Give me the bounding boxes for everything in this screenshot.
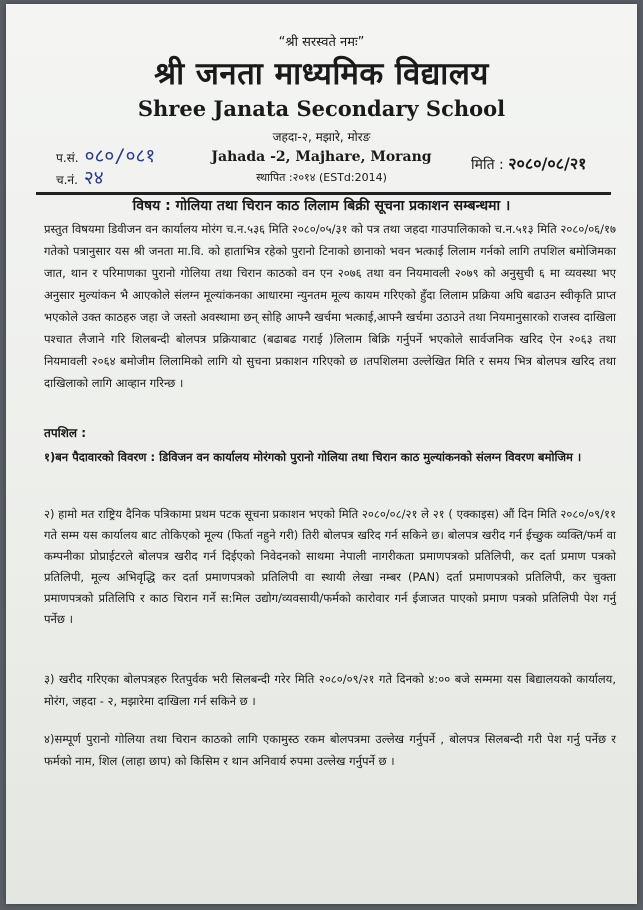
school-name-english: Shree Janata Secondary School — [137, 96, 506, 121]
invocation-text: “श्री सरस्वते नमः” — [278, 35, 365, 50]
item-1: १)बन पैदावारको विवरण : डिविजन वन कार्यालय मोरंगको पुरानो गोलिया तथा चिरान काठ मुल्यांकनको संलग्न विवरण बमोजिम । — [44, 450, 582, 464]
subject-line: विषय : गोलिया तथा चिरान काठ लिलाम बिक्री सूचना प्रकाशन सम्बन्धमा । — [132, 198, 511, 214]
dispatch-label: च.नं. — [56, 173, 78, 187]
intro-paragraph: प्रस्तुत विषयमा डिवीजन वन कार्यालय मोरंग च.न.५३६ मिति २०८०/०५/३१ को पत्र तथा जहदा गाउपालिकाको च.न.५१३ मिति २०८०/०६/१७ गतेको पत्रानुसार यस श्री जनता मा.वि. को हाताभित्र रहेको पुरानो टिनाको छानाको भवन भत्काई लिलाम गर्नको लागि तपशिल बमोजिमका जात, थान र परिमाणका पुरानो गोलिया तथा चिरान काठको वन एन २०७६ तथा वन नियमावली २०७९ को अनुसुची ६ मा व्यवस्था भए अनुसार मुल्यांकन भै आएकोले संलग्न मूल्यांकनका आधारमा न्युनतम मूल्य कायम गरिएको हुँदा लिलाम प्रक्रिया अघि बढाउन स्वीकृति प्राप्त भएकोले उक्त काठहरु जहा जे जस्तो अवस्थामा छन् सोहि आफ्नै खर्चमा भत्काई,आफ्नै खर्चमा उठाउने तथा नियमानुसारको राजस्व दाखिला पश्चात लैजाने गरि शिलबन्दी बोलपत्र प्रक्रियाबाट (बढाबढ गराई )लिलाम बिक्रि गर्नुपर्ने भएकोले सार्वजनिक खरिद ऐन २०६३ तथा नियमावली २०६४ बमोजीम लिलामिको लागि यो सुचना प्रकाशन गरिएको छ ।तपशिलमा उल्लेखित मिति र समय भित्र बोलपत्र खरिद तथा दाखिलाको लागि आव्हान गरिन्छ । — [44, 222, 616, 390]
notice-paper — [6, 4, 637, 904]
tapashil-heading: तपशिल : — [44, 426, 87, 440]
dispatch-number — [56, 164, 104, 190]
item-2: २) हामो मत राष्ट्रिय दैनिक पत्रिकामा प्रथम पटक सूचना प्रकाशन भएको मिति २०८०/०८/२१ ले २१ ( एक्काइस) औं दिन मिति २०८०/०९/११ गते सम्म यस कार्यालय बाट तोकिएको मूल्य (फिर्ता नहुने गरी) तिरी बोलपत्र खरिद गर्न सकिने छ। बोलपत्र खरीद गर्न ईच्छुक व्यक्ति/फर्म वा कम्पनीका प्रोप्राईटरले बोलपत्र खरीद गर्न दिईएको निवेदनको साथमा नेपाली नागरीकता प्रमाणपत्रको प्रतिलिपी, कर दर्ता प्रमाण पत्रको प्रतिलिपी, मूल्य अभिवृद्धि कर दर्ता प्रमाणपत्रको प्रतिलिपी वा स्थायी लेखा नम्बर (PAN) दर्ता प्रमाणपत्रको प्रतिलिपी, कर चुक्ता प्रमाणपत्रको प्रतिलिपि र काठ चिरान गर्ने स:मिल उद्योग/व्यवसायी/फर्मको कारोवार गर्न ईजाजत पाएको प्रमाण पत्रको प्रतिलिपी पेश गर्नु पर्नेछ । — [44, 507, 616, 626]
date-value: २०८०/०८/२१ — [508, 154, 587, 173]
item-3: ३) खरीद गरिएका बोलपत्रहरु रितपुर्वक भरी सिलबन्दी गरेर मिति २०८०/०९/२१ गते दिनको ४:०० बजे सम्ममा यस बिद्यालयको कार्यालय, मोरंग, जहदा - २, मझारेमा दाखिला गर्न सकिने छ । — [44, 672, 616, 708]
established-year: स्थापित :२०१४ (ESTd:2014) — [256, 171, 387, 184]
date-label: मिति : — [471, 157, 504, 173]
school-name-nepali: श्री जनता माध्यमिक विद्यालय — [154, 56, 489, 92]
item-4: ४)सम्पूर्ण पुरानो गोलिया तथा चिरान काठको लागि एकामुस्ठ रकम बोलपत्रमा उल्लेख गर्नुपर्ने , बोलपत्र सिलबन्दी गरी पेश गर्नु पर्नेछ र फर्मको नाम, शिल (लाहा छाप) को किसिम र थान अनिवार्य रुपमा उल्लेख गर्नुपर्ने छ । — [44, 732, 616, 768]
header-divider — [36, 192, 611, 195]
address-english: Jahada -2, Majhare, Morang — [211, 149, 432, 165]
reference-value: ०८०/०८१ — [84, 145, 156, 167]
notice-date — [471, 152, 586, 174]
reference-label: प.सं. — [56, 151, 79, 165]
dispatch-value: २४ — [83, 167, 104, 189]
address-nepali: जहदा-२, मझारे, मोरङ — [272, 130, 371, 144]
